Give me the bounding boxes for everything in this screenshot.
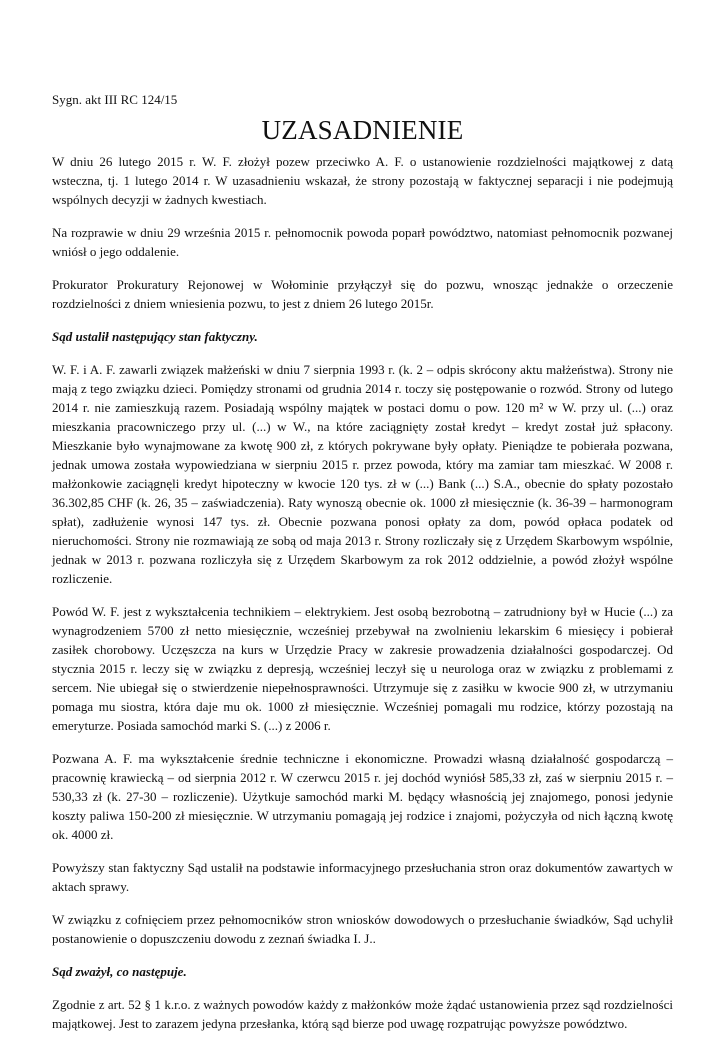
- heading-law: Sąd zważył, co następuje.: [52, 964, 187, 979]
- paragraph-facts-defendant: Pozwana A. F. ma wykształcenie średnie techniczne i ekonomiczne. Prowadzi własną działalność gospodarczą – pracownię krawiecką – od sierpnia 2012 r. W czerwcu 2015 r. jej dochód wyniósł 585,33 zł, zaś w sierpniu 2015 r. – 530,33 zł (k. 27-30 – rozliczenie). Użytkuje samochód marki M. będący własnością jej znajomego, ponosi jedynie koszty paliwa 150-200 zł miesięcznie. W utrzymaniu pomagają jej rodzice i znajomi, pożyczyła od nich łączną kwotę ok. 4000 zł.: [52, 751, 673, 842]
- paragraph-facts-witness: W związku z cofnięciem przez pełnomocników stron wniosków dowodowych o przesłuchanie świadków, Sąd uchylił postanowienie o dopuszczeniu dowodu z zeznań świadka I. J..: [52, 912, 673, 946]
- paragraph-hearing: Na rozprawie w dniu 29 września 2015 r. pełnomocnik powoda poparł powództwo, natomiast pełnomocnik pozwanej wniósł o jego oddalenie.: [52, 225, 673, 259]
- paragraph-prosecutor: Prokurator Prokuratury Rejonowej w Wołominie przyłączył się do pozwu, wnosząc jednakże o orzeczenie rozdzielności z dniem wniesienia pozwu, to jest z dniem 26 lutego 2015r.: [52, 277, 673, 311]
- paragraph-claim: W dniu 26 lutego 2015 r. W. F. złożył pozew przeciwko A. F. o ustanowienie rozdzielności majątkowej z datą wsteczna, tj. 1 lutego 2014 r. W uzasadnieniu wskazał, że strony pozostają w faktycznej separacji i nie podejmują wspólnych decyzji w żadnych kwestiach.: [52, 154, 673, 207]
- paragraph-facts-plaintiff: Powód W. F. jest z wykształcenia technikiem – elektrykiem. Jest osobą bezrobotną – zatrudniony był w Hucie (...) za wynagrodzeniem 5700 zł netto miesięcznie, wcześniej przebywał na zwolnieniu lekarskim 6 miesięcy i pobierał zasiłek chorobowy. Uczęszcza na kurs w Urzędzie Pracy w zakresie prowadzenia działalności gospodarczej. Od stycznia 2015 r. leczy się w związku z depresją, wcześniej leczył się u neurologa oraz w związku z problemami z sercem. Nie ubiegał się o stwierdzenie niepełnosprawności. Utrzymuje się z zasiłku w kwocie 900 zł, w utrzymaniu pomaga mu siostra, która daje mu ok. 1000 zł miesięcznie. Wcześniej pomagali mu rodzice, którzy pozostają na emeryturze. Posiada samochód marki S. (...) z 2006 r.: [52, 604, 673, 733]
- heading-facts: Sąd ustalił następujący stan faktyczny.: [52, 329, 258, 344]
- paragraph-facts-marriage: W. F. i A. F. zawarli związek małżeński w dniu 7 sierpnia 1993 r. (k. 2 – odpis skrócony aktu małżeństwa). Strony nie mają z tego związku dzieci. Pomiędzy stronami od grudnia 2014 r. toczy się postępowanie o rozwód. Strony od lutego 2014 r. nie zamieszkują razem. Posiadają wspólny majątek w postaci domu o pow. 120 m² w W. przy ul. (...) oraz mieszkania pracowniczego przy ul. (...) w W., na które zaciągnięty został kredyt – kredyt został już spłacony. Mieszkanie było wynajmowane za kwotę 900 zł, z których pokrywane były opłaty. Pieniądze te pobierała pozwana, jednak umowa została wypowiedziana w sierpniu 2015 r. przez powoda, który ma zamiar tam mieszkać. W 2008 r. małżonkowie zaciągnęli kredyt hipoteczny w kwocie 120 tys. zł w (...) Bank (...) S.A., obecnie do spłaty pozostało 36.302,85 CHF (k. 26, 35 – zaświadczenia). Raty wynoszą obecnie ok. 1000 zł miesięcznie (k. 36-39 – harmonogram spłat), zadłużenie wynosi 147 tys. zł. Obecnie pozwana ponosi opłaty za dom, powód opłaca podatek od nieruchomości. Strony nie rozmawiają ze sobą od maja 2013 r. Strony rozliczały się z Urzędem Skarbowym wspólnie, jednak w 2013 r. pozwana rozliczyła się z Urzędem Skarbowym za rok 2012 oddzielnie, a powód złożył wspólne rozliczenie.: [52, 362, 673, 586]
- case-signature: Sygn. akt III RC 124/15: [52, 92, 178, 107]
- document-page: [52, 92, 673, 1047]
- paragraph-facts-basis: Powyższy stan faktyczny Sąd ustalił na podstawie informacyjnego przesłuchania stron oraz dokumentów zawartych w aktach sprawy.: [52, 860, 673, 894]
- paragraph-law-article: Zgodnie z art. 52 § 1 k.r.o. z ważnych powodów każdy z małżonków może żądać ustanowienia przez sąd rozdzielności majątkowej. Jest to zarazem jedyna przesłanka, którą sąd bierze pod uwagę rozpatrując powyższe powództwo.: [52, 997, 673, 1031]
- document-title: UZASADNIENIE: [261, 115, 464, 145]
